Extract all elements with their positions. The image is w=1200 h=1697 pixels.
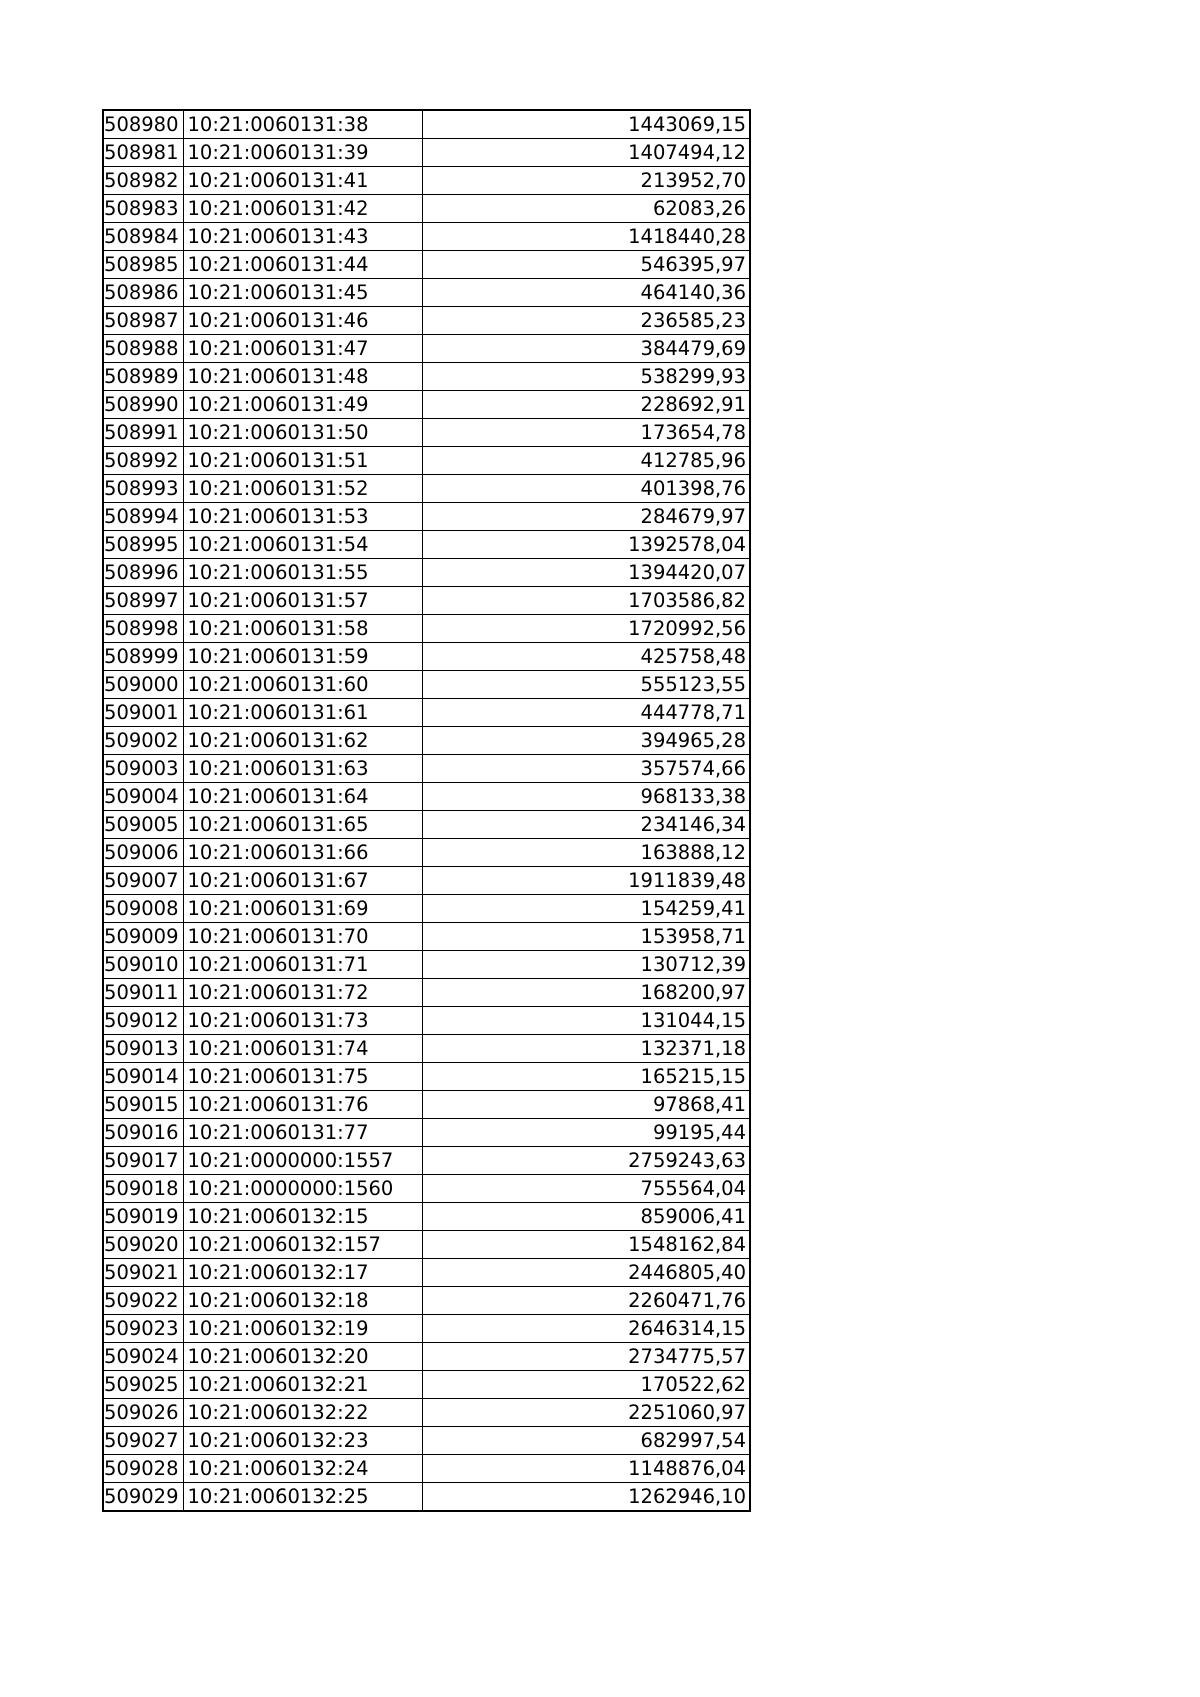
table-row <box>103 279 750 307</box>
table-row <box>103 167 750 195</box>
amount-cell: 464140,36 <box>422 279 750 307</box>
row-id-cell: 509011 <box>103 979 183 1007</box>
amount-cell: 444778,71 <box>422 699 750 727</box>
table-row <box>103 671 750 699</box>
cadastral-number-cell: 10:21:0060131:65 <box>183 811 422 839</box>
table-row <box>103 727 750 755</box>
table-row <box>103 447 750 475</box>
table-row <box>103 1287 750 1315</box>
amount-cell: 968133,38 <box>422 783 750 811</box>
table-row <box>103 951 750 979</box>
amount-cell: 99195,44 <box>422 1119 750 1147</box>
row-id-cell: 509025 <box>103 1371 183 1399</box>
amount-cell: 682997,54 <box>422 1427 750 1455</box>
row-id-cell: 508987 <box>103 307 183 335</box>
table-row <box>103 1483 750 1512</box>
row-id-cell: 509007 <box>103 867 183 895</box>
amount-cell: 234146,34 <box>422 811 750 839</box>
table-row <box>103 839 750 867</box>
cadastral-number-cell: 10:21:0060131:52 <box>183 475 422 503</box>
row-id-cell: 509022 <box>103 1287 183 1315</box>
amount-cell: 236585,23 <box>422 307 750 335</box>
cadastral-number-cell: 10:21:0060131:61 <box>183 699 422 727</box>
table-row <box>103 139 750 167</box>
cadastral-number-cell: 10:21:0060131:41 <box>183 167 422 195</box>
cadastral-number-cell: 10:21:0060131:42 <box>183 195 422 223</box>
row-id-cell: 508999 <box>103 643 183 671</box>
row-id-cell: 508992 <box>103 447 183 475</box>
row-id-cell: 509009 <box>103 923 183 951</box>
row-id-cell: 509024 <box>103 1343 183 1371</box>
cadastral-number-cell: 10:21:0060131:77 <box>183 1119 422 1147</box>
row-id-cell: 508982 <box>103 167 183 195</box>
cadastral-number-cell: 10:21:0060131:54 <box>183 531 422 559</box>
row-id-cell: 509020 <box>103 1231 183 1259</box>
amount-cell: 1407494,12 <box>422 139 750 167</box>
table-row <box>103 1007 750 1035</box>
cadastral-number-cell: 10:21:0060132:20 <box>183 1343 422 1371</box>
cadastral-number-cell: 10:21:0060131:50 <box>183 419 422 447</box>
table-row <box>103 531 750 559</box>
amount-cell: 425758,48 <box>422 643 750 671</box>
table-row <box>103 867 750 895</box>
amount-cell: 168200,97 <box>422 979 750 1007</box>
amount-cell: 153958,71 <box>422 923 750 951</box>
cadastral-number-cell: 10:21:0060131:67 <box>183 867 422 895</box>
amount-cell: 131044,15 <box>422 1007 750 1035</box>
cadastral-number-cell: 10:21:0060131:62 <box>183 727 422 755</box>
row-id-cell: 509023 <box>103 1315 183 1343</box>
table-row <box>103 110 750 139</box>
table-row <box>103 1259 750 1287</box>
table-row <box>103 783 750 811</box>
table-row <box>103 1203 750 1231</box>
cadastral-number-cell: 10:21:0060131:43 <box>183 223 422 251</box>
row-id-cell: 509003 <box>103 755 183 783</box>
table-row <box>103 1091 750 1119</box>
row-id-cell: 508991 <box>103 419 183 447</box>
cadastral-number-cell: 10:21:0060131:70 <box>183 923 422 951</box>
row-id-cell: 509012 <box>103 1007 183 1035</box>
cadastral-number-cell: 10:21:0060131:58 <box>183 615 422 643</box>
amount-cell: 1911839,48 <box>422 867 750 895</box>
amount-cell: 394965,28 <box>422 727 750 755</box>
amount-cell: 2446805,40 <box>422 1259 750 1287</box>
cadastral-number-cell: 10:21:0000000:1560 <box>183 1175 422 1203</box>
table-row <box>103 503 750 531</box>
table-row <box>103 251 750 279</box>
row-id-cell: 509017 <box>103 1147 183 1175</box>
amount-cell: 130712,39 <box>422 951 750 979</box>
cadastral-number-cell: 10:21:0060132:21 <box>183 1371 422 1399</box>
row-id-cell: 508990 <box>103 391 183 419</box>
row-id-cell: 508995 <box>103 531 183 559</box>
table-row <box>103 1343 750 1371</box>
table-row <box>103 1063 750 1091</box>
cadastral-number-cell: 10:21:0060131:59 <box>183 643 422 671</box>
amount-cell: 546395,97 <box>422 251 750 279</box>
row-id-cell: 508986 <box>103 279 183 307</box>
row-id-cell: 508996 <box>103 559 183 587</box>
amount-cell: 1392578,04 <box>422 531 750 559</box>
amount-cell: 154259,41 <box>422 895 750 923</box>
amount-cell: 170522,62 <box>422 1371 750 1399</box>
cadastral-number-cell: 10:21:0060132:157 <box>183 1231 422 1259</box>
row-id-cell: 509021 <box>103 1259 183 1287</box>
table-row <box>103 755 750 783</box>
data-table <box>102 109 751 1512</box>
amount-cell: 62083,26 <box>422 195 750 223</box>
table-row <box>103 335 750 363</box>
amount-cell: 1703586,82 <box>422 587 750 615</box>
table-row <box>103 1399 750 1427</box>
amount-cell: 165215,15 <box>422 1063 750 1091</box>
row-id-cell: 509008 <box>103 895 183 923</box>
table-row <box>103 643 750 671</box>
amount-cell: 1720992,56 <box>422 615 750 643</box>
table-row <box>103 307 750 335</box>
table-row <box>103 223 750 251</box>
row-id-cell: 508993 <box>103 475 183 503</box>
cadastral-number-cell: 10:21:0060131:74 <box>183 1035 422 1063</box>
amount-cell: 1394420,07 <box>422 559 750 587</box>
row-id-cell: 508998 <box>103 615 183 643</box>
cadastral-number-cell: 10:21:0060131:51 <box>183 447 422 475</box>
cadastral-number-cell: 10:21:0060132:17 <box>183 1259 422 1287</box>
row-id-cell: 508989 <box>103 363 183 391</box>
amount-cell: 2260471,76 <box>422 1287 750 1315</box>
cadastral-number-cell: 10:21:0060131:71 <box>183 951 422 979</box>
row-id-cell: 508984 <box>103 223 183 251</box>
amount-cell: 1148876,04 <box>422 1455 750 1483</box>
row-id-cell: 509005 <box>103 811 183 839</box>
cadastral-number-cell: 10:21:0060131:73 <box>183 1007 422 1035</box>
amount-cell: 173654,78 <box>422 419 750 447</box>
row-id-cell: 509001 <box>103 699 183 727</box>
row-id-cell: 509010 <box>103 951 183 979</box>
amount-cell: 1418440,28 <box>422 223 750 251</box>
row-id-cell: 508981 <box>103 139 183 167</box>
amount-cell: 2734775,57 <box>422 1343 750 1371</box>
table-row <box>103 195 750 223</box>
table-row <box>103 923 750 951</box>
amount-cell: 859006,41 <box>422 1203 750 1231</box>
cadastral-number-cell: 10:21:0060132:15 <box>183 1203 422 1231</box>
row-id-cell: 509026 <box>103 1399 183 1427</box>
cadastral-number-cell: 10:21:0060131:49 <box>183 391 422 419</box>
cadastral-number-cell: 10:21:0060132:18 <box>183 1287 422 1315</box>
table-row <box>103 811 750 839</box>
amount-cell: 213952,70 <box>422 167 750 195</box>
amount-cell: 163888,12 <box>422 839 750 867</box>
row-id-cell: 508997 <box>103 587 183 615</box>
amount-cell: 755564,04 <box>422 1175 750 1203</box>
cadastral-number-cell: 10:21:0060131:75 <box>183 1063 422 1091</box>
cadastral-number-cell: 10:21:0060131:47 <box>183 335 422 363</box>
amount-cell: 2759243,63 <box>422 1147 750 1175</box>
row-id-cell: 509028 <box>103 1455 183 1483</box>
cadastral-number-cell: 10:21:0060131:44 <box>183 251 422 279</box>
amount-cell: 97868,41 <box>422 1091 750 1119</box>
row-id-cell: 509027 <box>103 1427 183 1455</box>
table-row <box>103 1119 750 1147</box>
row-id-cell: 508985 <box>103 251 183 279</box>
row-id-cell: 509013 <box>103 1035 183 1063</box>
cadastral-number-cell: 10:21:0000000:1557 <box>183 1147 422 1175</box>
table-row <box>103 1371 750 1399</box>
table-row <box>103 559 750 587</box>
cadastral-number-cell: 10:21:0060131:39 <box>183 139 422 167</box>
table-row <box>103 615 750 643</box>
cadastral-number-cell: 10:21:0060132:19 <box>183 1315 422 1343</box>
table-row <box>103 979 750 1007</box>
row-id-cell: 509000 <box>103 671 183 699</box>
row-id-cell: 509014 <box>103 1063 183 1091</box>
amount-cell: 1443069,15 <box>422 110 750 139</box>
cadastral-number-cell: 10:21:0060131:60 <box>183 671 422 699</box>
table-row <box>103 895 750 923</box>
amount-cell: 412785,96 <box>422 447 750 475</box>
row-id-cell: 508980 <box>103 110 183 139</box>
cadastral-number-cell: 10:21:0060131:66 <box>183 839 422 867</box>
table-row <box>103 475 750 503</box>
row-id-cell: 509016 <box>103 1119 183 1147</box>
cadastral-number-cell: 10:21:0060131:45 <box>183 279 422 307</box>
table-row <box>103 1231 750 1259</box>
row-id-cell: 509029 <box>103 1483 183 1512</box>
row-id-cell: 509004 <box>103 783 183 811</box>
row-id-cell: 509019 <box>103 1203 183 1231</box>
amount-cell: 2251060,97 <box>422 1399 750 1427</box>
row-id-cell: 509006 <box>103 839 183 867</box>
cadastral-number-cell: 10:21:0060131:57 <box>183 587 422 615</box>
amount-cell: 357574,66 <box>422 755 750 783</box>
table-row <box>103 391 750 419</box>
table-row <box>103 1315 750 1343</box>
cadastral-number-cell: 10:21:0060131:69 <box>183 895 422 923</box>
table-row <box>103 419 750 447</box>
cadastral-number-cell: 10:21:0060131:76 <box>183 1091 422 1119</box>
row-id-cell: 508983 <box>103 195 183 223</box>
amount-cell: 1262946,10 <box>422 1483 750 1512</box>
cadastral-number-cell: 10:21:0060131:63 <box>183 755 422 783</box>
table-row <box>103 1455 750 1483</box>
cadastral-number-cell: 10:21:0060131:46 <box>183 307 422 335</box>
row-id-cell: 508994 <box>103 503 183 531</box>
amount-cell: 384479,69 <box>422 335 750 363</box>
table-body <box>103 110 750 1511</box>
cadastral-number-cell: 10:21:0060131:38 <box>183 110 422 139</box>
table-row <box>103 587 750 615</box>
table-row <box>103 699 750 727</box>
row-id-cell: 509015 <box>103 1091 183 1119</box>
cadastral-number-cell: 10:21:0060131:64 <box>183 783 422 811</box>
table-row <box>103 1427 750 1455</box>
table-row <box>103 363 750 391</box>
table-row <box>103 1175 750 1203</box>
amount-cell: 228692,91 <box>422 391 750 419</box>
amount-cell: 1548162,84 <box>422 1231 750 1259</box>
row-id-cell: 509018 <box>103 1175 183 1203</box>
amount-cell: 132371,18 <box>422 1035 750 1063</box>
amount-cell: 538299,93 <box>422 363 750 391</box>
row-id-cell: 509002 <box>103 727 183 755</box>
cadastral-number-cell: 10:21:0060131:72 <box>183 979 422 1007</box>
amount-cell: 2646314,15 <box>422 1315 750 1343</box>
cadastral-number-cell: 10:21:0060132:23 <box>183 1427 422 1455</box>
cadastral-number-cell: 10:21:0060132:22 <box>183 1399 422 1427</box>
cadastral-number-cell: 10:21:0060131:48 <box>183 363 422 391</box>
amount-cell: 401398,76 <box>422 475 750 503</box>
cadastral-number-cell: 10:21:0060131:55 <box>183 559 422 587</box>
table-row <box>103 1147 750 1175</box>
table-row <box>103 1035 750 1063</box>
amount-cell: 555123,55 <box>422 671 750 699</box>
cadastral-number-cell: 10:21:0060132:24 <box>183 1455 422 1483</box>
cadastral-number-cell: 10:21:0060132:25 <box>183 1483 422 1512</box>
cadastral-number-cell: 10:21:0060131:53 <box>183 503 422 531</box>
row-id-cell: 508988 <box>103 335 183 363</box>
amount-cell: 284679,97 <box>422 503 750 531</box>
